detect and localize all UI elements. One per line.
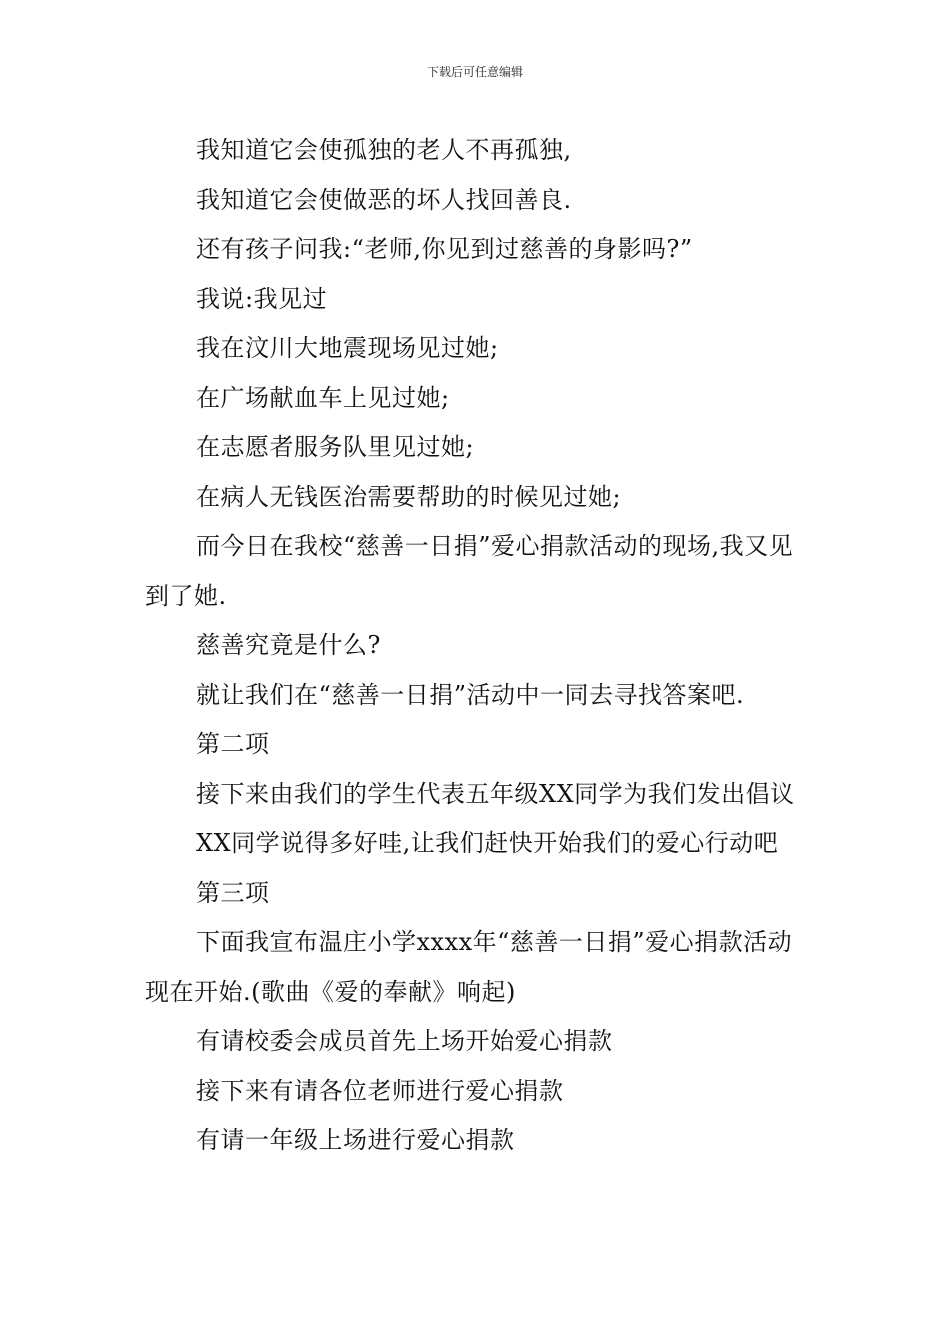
section-heading: 第二项 <box>196 730 270 758</box>
paragraph: 接下来由我们的学生代表五年级XX同学为我们发出倡议 <box>196 779 795 808</box>
paragraph: 在病人无钱医治需要帮助的时候见过她; <box>196 482 622 511</box>
paragraph: 而今日在我校“慈善一日捐”爱心捐款活动的现场,我又见到了她. <box>145 532 794 610</box>
paragraph: 接下来有请各位老师进行爱心捐款 <box>196 1076 564 1105</box>
page-header: 下载后可任意编辑 <box>426 65 523 79</box>
paragraph: 我说:我见过 <box>196 284 328 313</box>
paragraph: 我在汶川大地震现场见过她; <box>196 334 499 362</box>
paragraph: 还有孩子问我:“老师,你见到过慈善的身影吗?” <box>196 235 693 263</box>
section-heading: 第三项 <box>196 878 270 907</box>
paragraph: 在广场献血车上见过她; <box>196 383 450 412</box>
paragraph: 我知道它会使做恶的坏人找回善良. <box>196 185 572 214</box>
paragraph: 有请校委会成员首先上场开始爱心捐款 <box>196 1027 613 1055</box>
paragraph: XX同学说得多好哇,让我们赶快开始我们的爱心行动吧 <box>196 829 779 857</box>
paragraph: 我知道它会使孤独的老人不再孤独, <box>196 136 572 164</box>
paragraph: 慈善究竟是什么? <box>196 631 381 659</box>
document-body <box>145 126 810 1166</box>
paragraph: 就让我们在“慈善一日捐”活动中一同去寻找答案吧. <box>196 680 745 709</box>
paragraph: 下面我宣布温庄小学xxxx年“慈善一日捐”爱心捐款活动现在开始.(歌曲《爱的奉献》响起) <box>145 928 793 1006</box>
paragraph: 在志愿者服务队里见过她; <box>196 433 475 461</box>
paragraph: 有请一年级上场进行爱心捐款 <box>196 1126 515 1154</box>
